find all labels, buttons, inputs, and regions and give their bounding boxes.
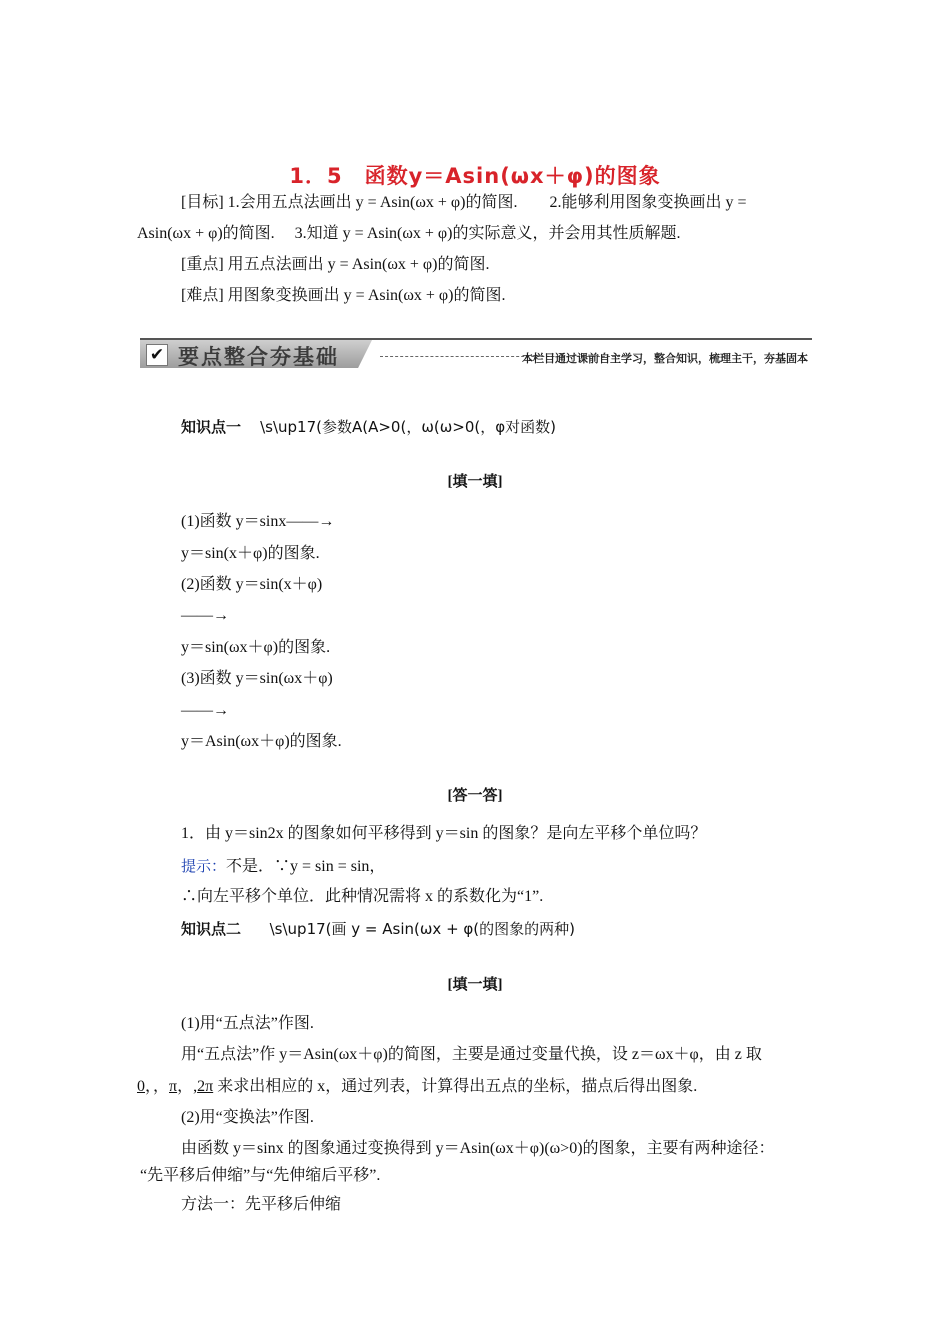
kp2-line-6: “先平移后伸缩”与“先伸缩后平移”. [140,1167,381,1184]
kp2-sep-2: ，, [177,1078,198,1095]
kp1-line-6: (3)函数 y＝sin(ωx＋φ) [181,670,333,687]
kp1-line-1: (1)函数 y＝sinx——→ [181,513,335,530]
difficulty-line [181,285,506,307]
banner-note: 本栏目通过课前自主学习，整合知识，梳理主干，夯基固本 [522,352,808,365]
target-text: 1.会用五点法画出 y = Asin(ωx + φ)的简图. 2.能够利用图象变换画出 y = [223,194,747,211]
target-label: [目标] [181,194,224,211]
kp1-line-5: y＝sin(ωx＋φ)的图象. [181,639,331,656]
target-line [181,192,747,214]
blank-pi: π [169,1078,178,1095]
kp2-fill-heading: [填一填] [447,977,503,993]
kp2-line-5: 由函数 y＝sinx 的图象通过变换得到 y＝Asin(ωx＋φ)(ω>0)的图象，主要有两种途径： [181,1140,775,1157]
target-line-2: Asin(ωx + φ)的简图. 3.知道 y = Asin(ωx + φ)的实际意义，并会用其性质解题. [137,225,681,242]
kp2-line-7: 方法一：先平移后伸缩 [181,1196,342,1213]
difficulty-label: [难点] [181,287,224,304]
kp2-line-4: (2)用“变换法”作图. [181,1109,314,1126]
kp1-text: \s\up17(参数A(A>0(，ω(ω>0(，φ对函数) [260,418,557,436]
kp2-text: \s\up17(画 y = Asin(ωx + φ(的图象的两种) [269,920,576,938]
kp1-line-8: y＝Asin(ωx＋φ)的图象. [181,733,342,750]
kp2-line-2: 用“五点法”作 y＝Asin(ωx＋φ)的简图，主要是通过变量代换，设 z＝ωx＋φ，由 z 取 [181,1046,762,1063]
kp1-hint-line-2: ∴向左平移个单位．此种情况需将 x 的系数化为“1”. [181,888,544,905]
kp2-sep-1: ，， [145,1078,170,1095]
kp1-question: 1．由 y＝sin2x 的图象如何平移得到 y＝sin 的图象？是向左平移个单位吗？ [181,825,707,842]
kp2-line-3 [137,1076,697,1098]
key-label: [重点] [181,256,224,273]
hint-label: 提示： [181,857,227,875]
section-banner [140,336,812,372]
checkmark-icon: ✔ [146,344,168,366]
kp1-fill-heading: [填一填] [447,474,503,490]
key-text: 用五点法画出 y = Asin(ωx + φ)的简图. [223,256,490,273]
kp1-line-7: ——→ [181,702,229,719]
hint-text: 不是．∵y = sin = sin， [226,858,386,875]
blank-2pi: 2π [197,1078,214,1095]
difficulty-text: 用图象变换画出 y = Asin(ωx + φ)的简图. [223,287,506,304]
banner-label: 要点整合夯基础 [178,345,339,369]
key-line [181,254,490,276]
banner-rule [140,338,812,340]
kp2-line-1: (1)用“五点法”作图. [181,1015,314,1032]
kp1-label: 知识点一 [181,418,242,436]
blank-0: 0 [137,1078,145,1095]
kp1-answer-heading: [答一答] [447,788,503,804]
knowledge-point-2 [181,918,575,940]
kp1-line-3: (2)函数 y＝sin(x＋φ) [181,576,323,593]
kp2-label: 知识点二 [181,920,242,938]
knowledge-point-1 [181,416,556,438]
kp1-line-4: ——→ [181,607,229,624]
kp1-line-2: y＝sin(x＋φ)的图象. [181,545,320,562]
page-title: 1．5 函数y＝Asin(ωx＋φ)的图象 [289,164,661,188]
kp2-line-3-text: 来求出相应的 x，通过列表，计算得出五点的坐标，描点后得出图象. [213,1078,698,1095]
kp1-hint [181,855,385,878]
